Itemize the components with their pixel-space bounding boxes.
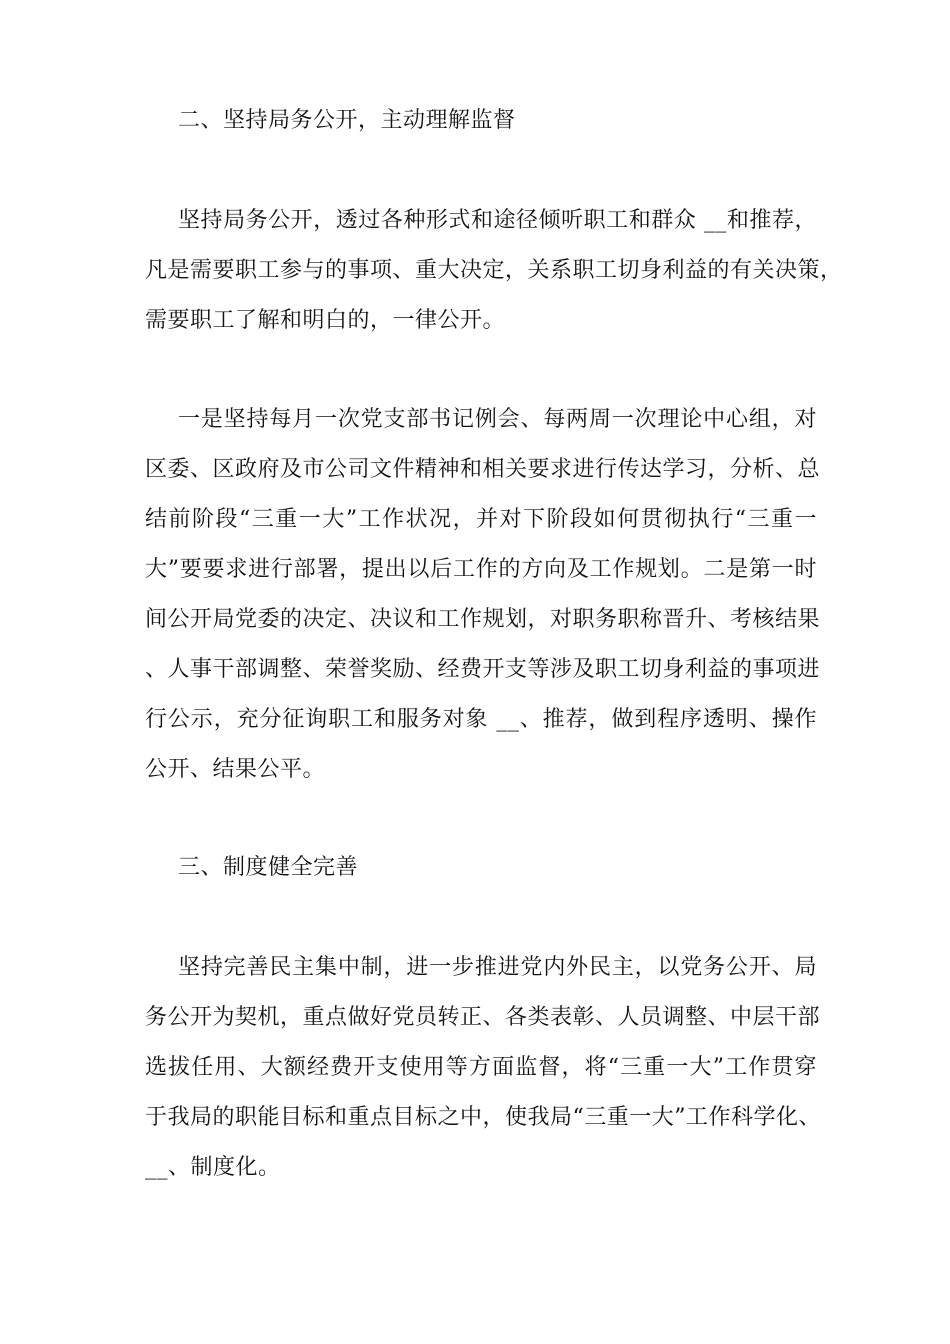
paragraph-line: 务公开为契机，重点做好党员转正、各类表彰、人员调整、中层干部 bbox=[145, 1005, 821, 1030]
paragraph-line: 坚持完善民主集中制，进一步推进党内外民主，以党务公开、局 bbox=[178, 955, 817, 980]
paragraph-line: 区委、区政府及市公司文件精神和相关要求进行传达学习，分析、总 bbox=[145, 457, 821, 482]
paragraph-line: 于我局的职能目标和重点目标之中，使我局“三重一大”工作科学化、 bbox=[145, 1105, 821, 1130]
paragraph-line: 需要职工了解和明白的，一律公开。 bbox=[145, 308, 506, 333]
paragraph-line: 选拔任用、大额经费开支使用等方面监督，将“三重一大”工作贯穿 bbox=[145, 1055, 817, 1080]
section-heading-2: 二、坚持局务公开，主动理解监督 bbox=[178, 108, 516, 133]
paragraph-line: 凡是需要职工参与的事项、重大决定，关系职工切身利益的有关决策， bbox=[145, 258, 843, 283]
paragraph-meetings bbox=[145, 395, 821, 795]
section-heading-3: 三、制度健全完善 bbox=[178, 855, 359, 880]
paragraph-democratic-centralism bbox=[145, 943, 821, 1193]
paragraph-line: 结前阶段“三重一大”工作状况，并对下阶段如何贯彻执行“三重一 bbox=[145, 507, 817, 532]
paragraph-line: __、制度化。 bbox=[145, 1155, 281, 1180]
paragraph-line: 大”要要求进行部署，提出以后工作的方向及工作规划。二是第一时 bbox=[145, 557, 817, 582]
paragraph-open-affairs bbox=[145, 196, 843, 346]
paragraph-line: 一是坚持每月一次党支部书记例会、每两周一次理论中心组，对 bbox=[178, 407, 817, 432]
paragraph-line: 间公开局党委的决定、决议和工作规划，对职务职称晋升、考核结果 bbox=[145, 607, 821, 632]
paragraph-line: 坚持局务公开，透过各种形式和途径倾听职工和群众 __和推荐， bbox=[178, 208, 817, 233]
paragraph-line: 行公示，充分征询职工和服务对象 __、推荐，做到程序透明、操作 bbox=[145, 707, 817, 732]
paragraph-line: 、人事干部调整、荣誉奖励、经费开支等涉及职工切身利益的事项进 bbox=[145, 657, 821, 682]
paragraph-line: 公开、结果公平。 bbox=[145, 757, 326, 782]
